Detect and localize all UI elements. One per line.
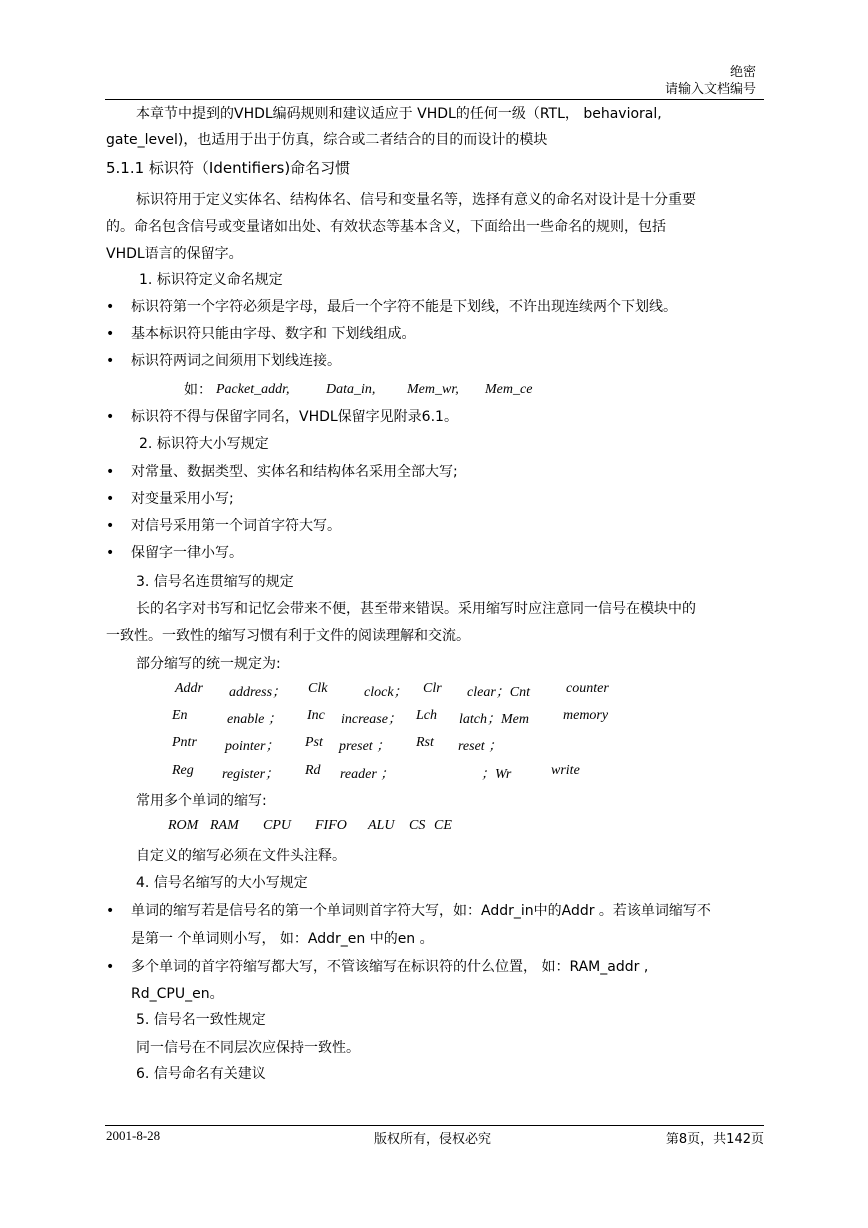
- subheading-3: 3. 信号名连贯缩写的规定: [136, 574, 294, 590]
- abbr-cell: ；Wr: [481, 767, 512, 782]
- subheading-4: 4. 信号名缩写的大小写规定: [136, 875, 308, 891]
- abbr-cell: Pntr: [172, 735, 197, 750]
- footer-rule: [105, 1125, 764, 1126]
- footer-date: 2001-8-28: [106, 1128, 161, 1143]
- abbr-cell: preset ；: [339, 739, 391, 754]
- multi-abbr-intro: 常用多个单词的缩写:: [136, 793, 267, 809]
- abbr-cell: ALU: [368, 818, 395, 833]
- bullet-dot: •: [106, 299, 115, 315]
- para1-line-3: VHDL语言的保留字。: [106, 246, 243, 262]
- bullet-4-2-line-2: Rd_CPU_en。: [131, 986, 224, 1002]
- bullet-dot: •: [106, 518, 115, 534]
- bullet-1-3: 标识符两词之间须用下划线连接。: [131, 353, 341, 369]
- abbr-cell: clear；Cnt: [467, 685, 530, 700]
- abbr-cell: reset ；: [458, 739, 503, 754]
- abbr-cell: FIFO: [315, 818, 347, 833]
- abbr-cell: address；: [229, 685, 287, 700]
- example-prefix: 如：: [184, 382, 212, 398]
- example-item: Packet_addr,: [216, 382, 290, 397]
- para3-line-2: 一致性。一致性的缩写习惯有利于文件的阅读理解和交流。: [106, 628, 470, 644]
- abbr-cell: RAM: [210, 818, 239, 833]
- header-rule: [105, 99, 764, 100]
- abbr-row: [0, 763, 868, 783]
- abbr-cell: Reg: [172, 763, 194, 778]
- bullet-dot: •: [106, 409, 115, 425]
- bullet-4-1-line-2: 是第一 个单词则小写， 如：Addr_en 中的en 。: [131, 931, 434, 947]
- abbr-cell: Clk: [308, 681, 328, 696]
- multi-abbr-row: [0, 818, 868, 838]
- bullet-reserved: 标识符不得与保留字同名，VHDL保留字见附录6.1。: [131, 409, 458, 425]
- bullet-1-2: 基本标识符只能由字母、数字和 下划线组成。: [131, 326, 416, 342]
- abbr-cell: memory: [563, 708, 609, 723]
- abbr-cell: Addr: [175, 681, 203, 696]
- abbr-cell: CPU: [263, 818, 291, 833]
- subheading-5: 5. 信号名一致性规定: [136, 1012, 266, 1028]
- abbr-cell: reader ；: [340, 767, 395, 782]
- document-number-field[interactable]: 请输入文档编号: [664, 82, 756, 97]
- abbr-intro: 部分缩写的统一规定为:: [136, 656, 281, 672]
- intro-line-2: gate_level)，也适用于出于仿真，综合或二者结合的目的而设计的模块: [106, 132, 548, 148]
- footer-copyright: 版权所有，侵权必究: [374, 1132, 492, 1147]
- subheading-6: 6. 信号命名有关建议: [136, 1066, 266, 1082]
- intro-line-1: 本章节中提到的VHDL编码规则和建议适应于 VHDL的任何一级（RTL， behavioral,: [136, 106, 662, 122]
- bullet-1-1: 标识符第一个字符必须是字母，最后一个字符不能是下划线，不许出现连续两个下划线。: [131, 299, 677, 315]
- section-title: 5.1.1 标识符（Identifiers)命名习惯: [106, 159, 351, 177]
- bullet-4-2-line-1: 多个单词的首字符缩写都大写，不管该缩写在标识符的什么位置， 如：RAM_addr ,: [131, 959, 649, 975]
- para5: 同一信号在不同层次应保持一致性。: [136, 1040, 360, 1056]
- abbr-cell: Rst: [416, 735, 434, 750]
- bullet-2-3: 对信号采用第一个词首字符大写。: [131, 518, 341, 534]
- example-item: Mem_wr,: [407, 382, 459, 397]
- abbr-cell: CS: [409, 818, 426, 833]
- bullet-dot: •: [106, 959, 115, 975]
- abbr-row: [0, 708, 868, 728]
- abbr-cell: increase；: [341, 712, 402, 727]
- abbr-cell: Pst: [305, 735, 323, 750]
- abbr-row: [0, 735, 868, 755]
- bullet-dot: •: [106, 326, 115, 342]
- abbr-cell: pointer；: [225, 739, 280, 754]
- abbr-cell: En: [172, 708, 188, 723]
- bullet-2-1: 对常量、数据类型、实体名和结构体名采用全部大写;: [131, 464, 458, 480]
- abbr-row: [0, 681, 868, 701]
- bullet-dot: •: [106, 545, 115, 561]
- abbr-cell: Inc: [307, 708, 325, 723]
- abbr-cell: write: [551, 763, 580, 778]
- bullet-dot: •: [106, 464, 115, 480]
- bullet-dot: •: [106, 903, 115, 919]
- abbr-cell: latch；Mem: [459, 712, 529, 727]
- bullet-dot: •: [106, 353, 115, 369]
- abbr-cell: ROM: [168, 818, 199, 833]
- para1-line-1: 标识符用于定义实体名、结构体名、信号和变量名等，选择有意义的命名对设计是十分重要: [136, 192, 696, 208]
- bullet-2-2: 对变量采用小写;: [131, 491, 234, 507]
- abbr-cell: CE: [434, 818, 452, 833]
- bullet-4-1-line-1: 单词的缩写若是信号名的第一个单词则首字符大写，如：Addr_in中的Addr 。若该单词缩写不: [131, 903, 711, 919]
- abbr-cell: register；: [222, 767, 280, 782]
- subheading-1: 1. 标识符定义命名规定: [139, 272, 283, 288]
- example-item: Mem_ce: [485, 382, 533, 397]
- custom-abbr-note: 自定义的缩写必须在文件头注释。: [136, 848, 346, 864]
- abbr-cell: Clr: [423, 681, 442, 696]
- abbr-cell: clock；: [364, 685, 408, 700]
- abbr-cell: counter: [566, 681, 609, 696]
- footer-page-number: 第8页，共142页: [665, 1132, 764, 1147]
- classification-label: 绝密: [729, 65, 756, 80]
- para3-line-1: 长的名字对书写和记忆会带来不便，甚至带来错误。采用缩写时应注意同一信号在模块中的: [136, 601, 696, 617]
- abbr-cell: Lch: [416, 708, 437, 723]
- abbr-cell: enable ；: [227, 712, 282, 727]
- example-item: Data_in,: [326, 382, 376, 397]
- bullet-dot: •: [106, 491, 115, 507]
- abbr-cell: Rd: [305, 763, 321, 778]
- para1-line-2: 的。命名包含信号或变量诸如出处、有效状态等基本含义，下面给出一些命名的规则，包括: [106, 219, 666, 235]
- bullet-2-4: 保留字一律小写。: [131, 545, 243, 561]
- subheading-2: 2. 标识符大小写规定: [139, 436, 269, 452]
